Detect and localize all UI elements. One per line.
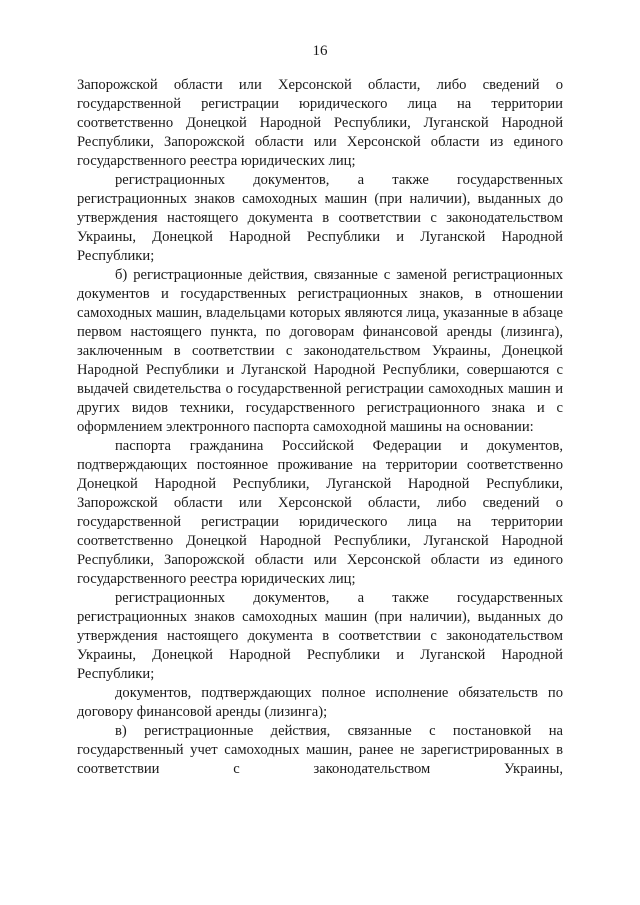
paragraph-1: Запорожской области или Херсонской области, либо сведений о государственной регистрации юридического лица на территории соответственно Донецкой Народной Республики, Луганской Народной Республики, Запорожской области или Херсонской области из единого государственного реестра юридических лиц; (77, 77, 563, 169)
paragraph-6: документов, подтверждающих полное исполнение обязательств по договору финансовой аренды (лизинга); (77, 685, 563, 720)
paragraph-3: б) регистрационные действия, связанные с заменой регистрационных документов и государственных регистрационных знаков, в отношении самоходных машин, владельцами которых являются лица, указанные в абзаце первом настоящего пункта, по договорам финансовой аренды (лизинга), заключенным в соответствии с законодательством Украины, Донецкой Народной Республики и Луганской Народной Республики, совершаются с выдачей свидетельства о государственной регистрации самоходных машин и других видов техники, государственного регистрационного знака и с оформлением электронного паспорта самоходной машины на основании: (77, 267, 563, 435)
document-body (77, 76, 563, 779)
paragraph-4: паспорта гражданина Российской Федерации и документов, подтверждающих постоянное проживание на территории соответственно Донецкой Народной Республики, Луганской Народной Республики, Запорожской области или Херсонской области, либо сведений о государственной регистрации юридического лица на территории соответственно Донецкой Народной Республики, Луганской Народной Республики, Запорожской области или Херсонской области из единого государственного реестра юридических лиц; (77, 438, 563, 587)
paragraph-2: регистрационных документов, а также государственных регистрационных знаков самоходных машин (при наличии), выданных до утверждения настоящего документа в соответствии с законодательством Украины, Донецкой Народной Республики и Луганской Народной Республики; (77, 172, 563, 264)
paragraph-5: регистрационных документов, а также государственных регистрационных знаков самоходных машин (при наличии), выданных до утверждения настоящего документа в соответствии с законодательством Украины, Донецкой Народной Республики и Луганской Народной Республики; (77, 590, 563, 682)
paragraph-7: в) регистрационные действия, связанные с постановкой на государственный учет самоходных машин, ранее не зарегистрированных в соответствии с законодательством Украины, (77, 723, 563, 777)
page-number: 16 (312, 43, 328, 59)
